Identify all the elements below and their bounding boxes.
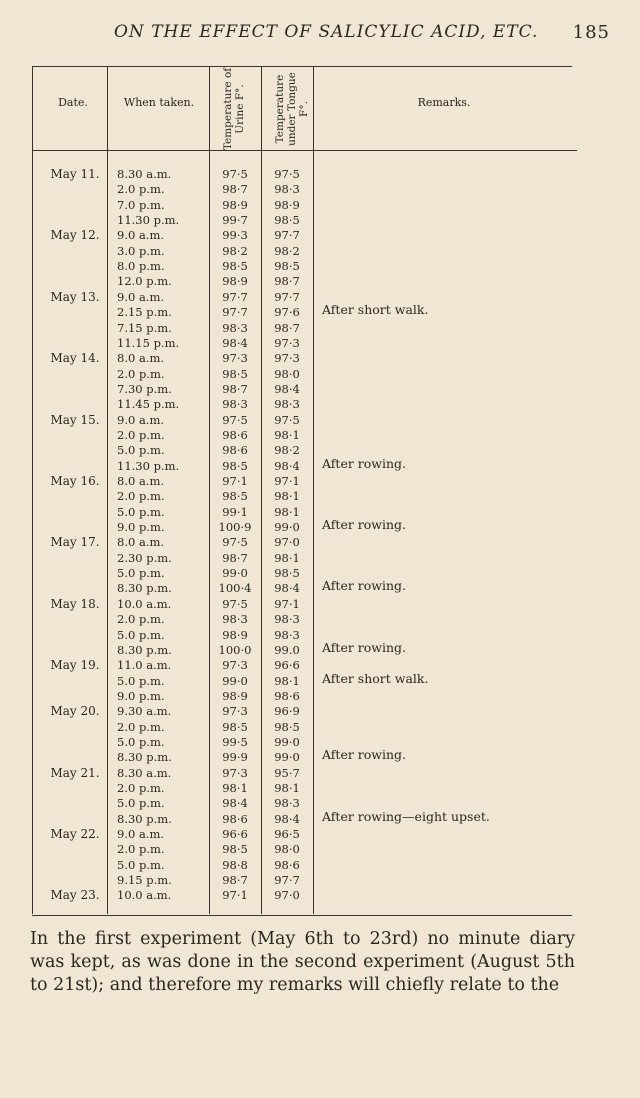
row-urine-temp: 97·5	[222, 596, 248, 611]
row-tongue-temp: 98·1	[274, 489, 300, 504]
row-time: 9.0 a.m.	[117, 412, 165, 427]
row-urine-temp: 99·7	[222, 213, 248, 228]
row-urine-temp: 97·3	[222, 765, 248, 780]
header-tongue-temperature: Temperature under Tongue F°.	[274, 72, 310, 146]
row-time: 11.15 p.m.	[117, 335, 180, 350]
row-tongue-temp: 98·7	[274, 320, 300, 335]
row-urine-temp: 98·5	[222, 259, 248, 274]
row-urine-temp: 98·4	[222, 335, 248, 350]
header-remarks: Remarks.	[417, 96, 471, 109]
row-time: 5.0 p.m.	[117, 504, 165, 519]
row-time: 9.0 p.m.	[117, 520, 165, 535]
row-time: 12.0 p.m.	[117, 274, 172, 289]
row-remark: After short walk.	[322, 670, 429, 686]
row-time: 2.0 p.m.	[117, 182, 165, 197]
row-urine-temp: 98·9	[222, 197, 248, 212]
row-remark: After rowing.	[322, 639, 407, 655]
row-time: 2.30 p.m.	[117, 550, 172, 565]
row-tongue-temp: 98·5	[274, 566, 300, 581]
row-tongue-temp: 98·9	[274, 197, 300, 212]
row-date: May 13.	[50, 289, 100, 304]
running-head	[30, 22, 610, 48]
row-time: 8.0 p.m.	[117, 259, 165, 274]
row-date: May 14.	[50, 351, 100, 366]
row-urine-temp: 97·5	[222, 167, 248, 181]
row-tongue-temp: 98·4	[274, 458, 300, 473]
row-remark: After rowing.	[322, 747, 407, 763]
row-time: 8.0 a.m.	[117, 535, 165, 550]
row-tongue-temp: 98·0	[274, 842, 300, 857]
row-tongue-temp: 98·5	[274, 719, 300, 734]
header-when-taken: When taken.	[123, 96, 195, 109]
row-urine-temp: 98·7	[222, 182, 248, 197]
row-urine-temp: 98·1	[222, 781, 248, 795]
row-time: 8.0 a.m.	[117, 351, 165, 366]
row-tongue-temp: 98·3	[274, 182, 300, 197]
row-urine-temp: 99·0	[222, 566, 248, 581]
row-urine-temp: 98·6	[222, 811, 248, 826]
row-tongue-temp: 97·5	[274, 412, 300, 427]
row-tongue-temp: 98·1	[274, 781, 300, 795]
header-date: Date.	[58, 96, 88, 109]
row-date: May 16.	[50, 474, 100, 488]
row-urine-temp: 99·5	[222, 734, 248, 749]
row-urine-temp: 99·1	[222, 504, 248, 519]
row-urine-temp: 98·7	[222, 550, 248, 565]
row-tongue-temp: 99·0	[274, 520, 300, 535]
row-urine-temp: 98·9	[222, 688, 248, 703]
row-tongue-temp: 99·0	[274, 734, 300, 749]
row-date: May 12.	[50, 228, 100, 243]
row-time: 2.0 p.m.	[117, 427, 165, 442]
row-tongue-temp: 95·7	[274, 765, 300, 780]
row-tongue-temp: 98·2	[274, 443, 300, 458]
table-header-rule	[32, 150, 577, 151]
row-tongue-temp: 97·6	[274, 305, 300, 320]
row-tongue-temp: 98·4	[274, 811, 300, 826]
row-urine-temp: 98·6	[222, 443, 248, 458]
row-time: 11.30 p.m.	[117, 213, 180, 228]
row-tongue-temp: 98·5	[274, 213, 300, 228]
row-urine-temp: 100·0	[218, 642, 252, 657]
row-tongue-temp: 98·1	[274, 550, 300, 565]
row-time: 5.0 p.m.	[117, 566, 165, 581]
row-time: 9.0 a.m.	[117, 228, 165, 243]
row-tongue-temp: 98·1	[274, 504, 300, 519]
row-time: 2.0 p.m.	[117, 781, 165, 795]
row-tongue-temp: 99.0	[274, 642, 300, 657]
row-urine-temp: 96·6	[222, 827, 248, 842]
row-urine-temp: 97·7	[222, 305, 248, 320]
row-time: 2.0 p.m.	[117, 612, 165, 627]
row-time: 8.30 p.m.	[117, 581, 172, 596]
row-remark: After rowing.	[322, 517, 407, 533]
row-tongue-temp: 98·1	[274, 673, 300, 688]
row-urine-temp: 97·5	[222, 412, 248, 427]
row-time: 9.0 a.m.	[117, 827, 165, 842]
row-time: 8.30 p.m.	[117, 750, 172, 765]
row-date: May 17.	[50, 535, 100, 550]
row-date: May 20.	[50, 704, 100, 719]
row-urine-temp: 98·5	[222, 489, 248, 504]
row-urine-temp: 98·2	[222, 243, 248, 258]
row-tongue-temp: 98·0	[274, 366, 300, 381]
row-urine-temp: 98·5	[222, 842, 248, 857]
row-time: 2.0 p.m.	[117, 366, 165, 381]
row-tongue-temp: 97·7	[274, 289, 300, 304]
row-urine-temp: 98·3	[222, 397, 248, 412]
row-time: 9.0 a.m.	[117, 289, 165, 304]
row-tongue-temp: 98·5	[274, 259, 300, 274]
row-urine-temp: 98·5	[222, 719, 248, 734]
running-head-title: ON THE EFFECT OF SALICYLIC ACID, ETC.	[114, 22, 539, 42]
body-paragraph: In the first experiment (May 6th to 23rd) no minute diary was kept, as was done in the second experiment (August 5th to 21st); and therefore my remarks will chiefly relate to the	[30, 929, 575, 995]
row-time: 5.0 p.m.	[117, 443, 165, 458]
row-urine-temp: 98·5	[222, 366, 248, 381]
row-tongue-temp: 96·9	[274, 704, 300, 719]
row-time: 11.30 p.m.	[117, 458, 180, 473]
row-urine-temp: 99·0	[222, 673, 248, 688]
row-time: 2.0 p.m.	[117, 719, 165, 734]
row-urine-temp: 97·7	[222, 289, 248, 304]
row-time: 8.30 a.m.	[117, 765, 172, 780]
row-time: 5.0 p.m.	[117, 627, 165, 642]
row-time: 10.0 a.m.	[117, 596, 172, 611]
row-urine-temp: 99·9	[222, 750, 248, 765]
row-urine-temp: 97·5	[222, 535, 248, 550]
row-time: 5.0 p.m.	[117, 796, 165, 811]
row-time: 11.0 a.m.	[117, 658, 172, 673]
table-rule-left	[32, 66, 33, 914]
row-tongue-temp: 97·3	[274, 335, 300, 350]
row-time: 7.30 p.m.	[117, 381, 172, 396]
row-tongue-temp: 97·5	[274, 167, 300, 181]
row-tongue-temp: 98·3	[274, 627, 300, 642]
row-urine-temp: 98·6	[222, 427, 248, 442]
row-urine-temp: 100·9	[218, 520, 252, 535]
row-tongue-temp: 98·6	[274, 857, 300, 872]
row-tongue-temp: 97·7	[274, 228, 300, 243]
row-tongue-temp: 97·7	[274, 873, 300, 888]
row-urine-temp: 97·3	[222, 704, 248, 719]
row-urine-temp: 98·3	[222, 612, 248, 627]
row-tongue-temp: 98·3	[274, 397, 300, 412]
row-tongue-temp: 97·0	[274, 888, 300, 903]
row-urine-temp: 97·1	[222, 888, 248, 903]
row-tongue-temp: 98·7	[274, 274, 300, 289]
row-tongue-temp: 97·1	[274, 596, 300, 611]
row-time: 9.0 p.m.	[117, 688, 165, 703]
row-date: May 18.	[50, 596, 100, 611]
row-tongue-temp: 96·5	[274, 827, 300, 842]
row-remark: After rowing—eight upset.	[322, 808, 490, 824]
row-time: 8.30 a.m.	[117, 167, 172, 181]
row-tongue-temp: 97·3	[274, 351, 300, 366]
row-time: 9.15 p.m.	[117, 873, 172, 888]
row-date: May 11.	[50, 167, 100, 181]
row-time: 9.30 a.m.	[117, 704, 172, 719]
row-time: 5.0 p.m.	[117, 734, 165, 749]
row-time: 8.30 p.m.	[117, 811, 172, 826]
row-date: May 23.	[50, 888, 100, 903]
row-urine-temp: 97·1	[222, 474, 248, 488]
row-time: 3.0 p.m.	[117, 243, 165, 258]
row-urine-temp: 98·7	[222, 381, 248, 396]
row-urine-temp: 98·7	[222, 873, 248, 888]
row-date: May 15.	[50, 412, 100, 427]
row-time: 7.15 p.m.	[117, 320, 172, 335]
row-remark: After short walk.	[322, 302, 429, 318]
row-time: 2.15 p.m.	[117, 305, 172, 320]
table-rule-date	[107, 66, 108, 914]
header-urine-temperature: Temperature of Urine F°.	[222, 67, 246, 151]
row-urine-temp: 97·3	[222, 658, 248, 673]
row-time: 2.0 p.m.	[117, 489, 165, 504]
row-date: May 21.	[50, 765, 100, 780]
row-urine-temp: 97·3	[222, 351, 248, 366]
row-time: 5.0 p.m.	[117, 673, 165, 688]
row-tongue-temp: 96·6	[274, 658, 300, 673]
row-tongue-temp: 98·3	[274, 796, 300, 811]
row-tongue-temp: 97·0	[274, 535, 300, 550]
row-time: 8.0 a.m.	[117, 474, 165, 488]
row-tongue-temp: 98·1	[274, 427, 300, 442]
row-urine-temp: 98·9	[222, 627, 248, 642]
table-rule-tongue	[313, 66, 314, 914]
row-urine-temp: 99·3	[222, 228, 248, 243]
row-urine-temp: 98·8	[222, 857, 248, 872]
row-date: May 19.	[50, 658, 100, 673]
row-time: 5.0 p.m.	[117, 857, 165, 872]
row-time: 2.0 p.m.	[117, 842, 165, 857]
row-tongue-temp: 99·0	[274, 750, 300, 765]
row-tongue-temp: 98·2	[274, 243, 300, 258]
row-time: 8.30 p.m.	[117, 642, 172, 657]
row-remark: After rowing.	[322, 455, 407, 471]
row-time: 7.0 p.m.	[117, 197, 165, 212]
row-urine-temp: 98·9	[222, 274, 248, 289]
row-remark: After rowing.	[322, 578, 407, 594]
row-tongue-temp: 98·3	[274, 612, 300, 627]
row-time: 11.45 p.m.	[117, 397, 180, 412]
row-urine-temp: 98·4	[222, 796, 248, 811]
row-tongue-temp: 98·6	[274, 688, 300, 703]
page-number: 185	[572, 22, 610, 43]
row-urine-temp: 100·4	[218, 581, 252, 596]
row-tongue-temp: 98·4	[274, 381, 300, 396]
row-time: 10.0 a.m.	[117, 888, 172, 903]
row-urine-temp: 98·3	[222, 320, 248, 335]
row-urine-temp: 98·5	[222, 458, 248, 473]
row-date: May 22.	[50, 827, 100, 842]
row-tongue-temp: 98·4	[274, 581, 300, 596]
row-tongue-temp: 97·1	[274, 474, 300, 488]
